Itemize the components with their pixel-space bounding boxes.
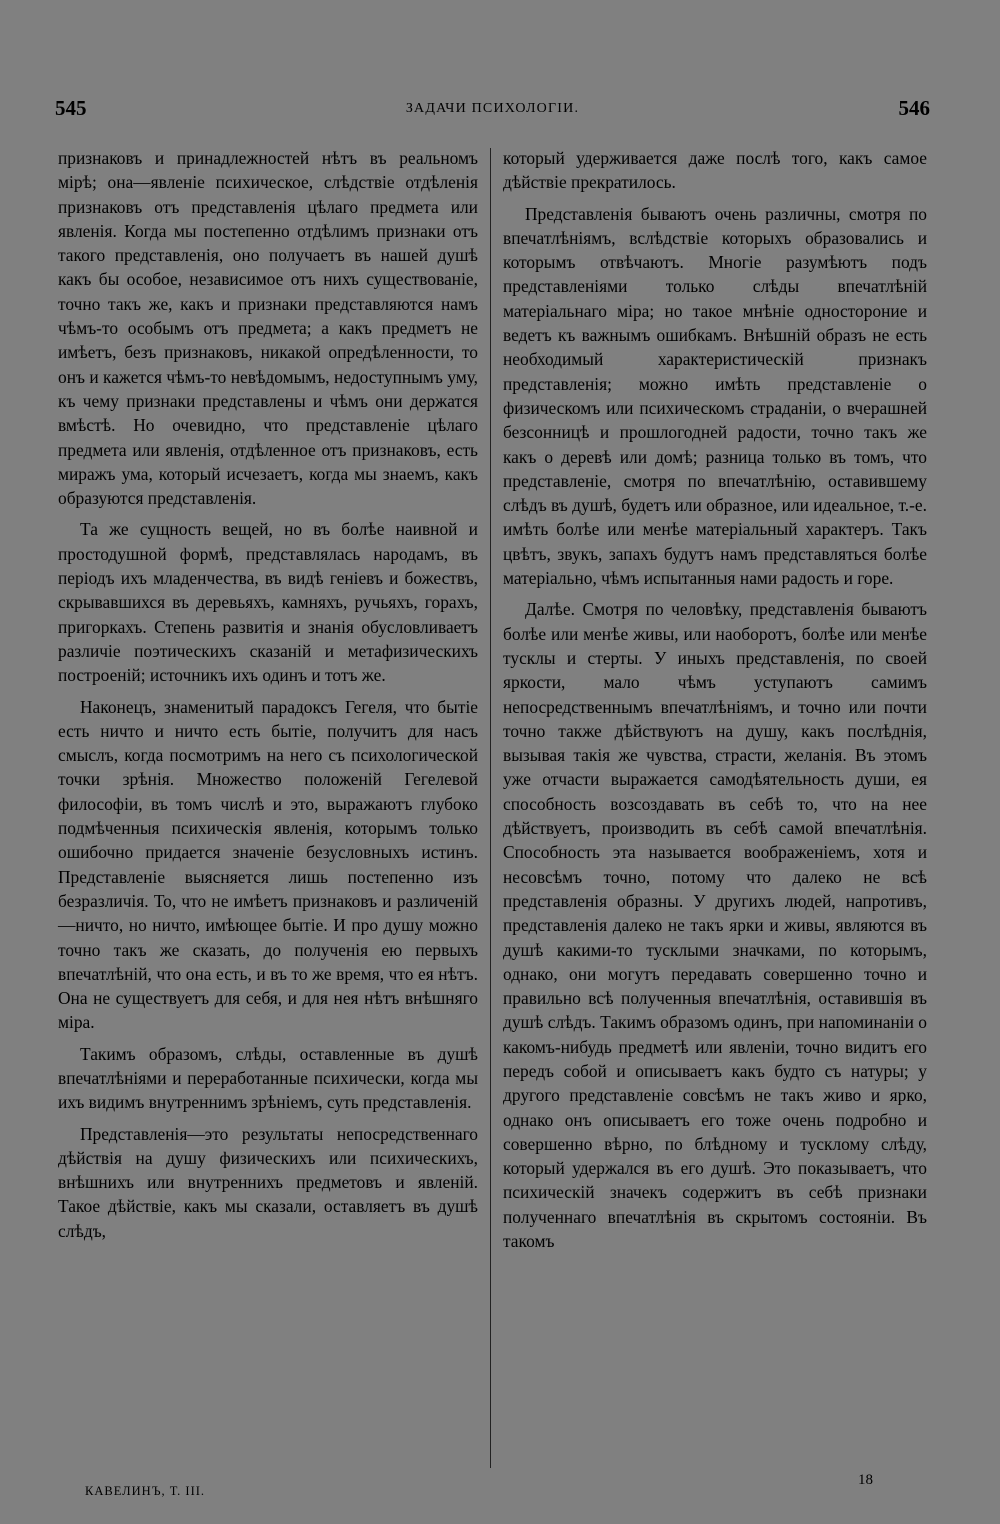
left-column (58, 146, 478, 1250)
signature-mark: КАВЕЛИНЪ, Т. III. (85, 1484, 206, 1498)
column-divider (490, 148, 491, 1468)
page-number-right: 546 (898, 96, 930, 120)
paragraph: Наконецъ, знаменитый парадоксъ Гегеля, что бытіе есть ничто и ничто есть бытіе, получитъ для насъ смыслъ, когда посмотримъ на него съ психологической точки зрѣнія. Множество положеній Гегелевой философіи, въ томъ числѣ и это, выражаютъ глубоко подмѣченныя психическія явленія, которымъ только ошибочно придается значеніе безусловныхъ истинъ. Представленіе выясняется лишь постепенно изъ безразличія. То, что не имѣетъ признаковъ и различеній—ничто, но ничто, имѣющее бытіе. И про душу можно точно такъ же сказать, до полученія ею первыхъ впечатлѣній, что она есть, и въ то же время, что ея нѣтъ. Она не существуетъ для себя, и для нея нѣтъ внѣшняго міра. (58, 696, 478, 1033)
paragraph: Представленія—это результаты непосредственнаго дѣйствія на душу физическихъ или психическихъ, внѣшнихъ или внутреннихъ предметовъ и явленій. Такое дѣйствіе, какъ мы сказали, оставляетъ въ душѣ слѣдъ, (58, 1123, 478, 1241)
paragraph: который удерживается даже послѣ того, какъ самое дѣйствіе прекратилось. (503, 148, 927, 193)
paragraph: Представленія бываютъ очень различны, смотря по впечатлѣніямъ, вслѣдствіе которыхъ образовались и которымъ отвѣчаютъ. Многіе разумѣютъ подъ представленіями только слѣды впечатлѣній матеріальнаго міра; но такое мнѣніе одностороние и ведетъ къ важнымъ ошибкамъ. Внѣшній образъ не есть необходимый характеристическій признакъ представленія; можно имѣть представленіе о физическомъ или психическомъ страданіи, о вчерашней безсонницѣ и прошлогодней радости, точно такъ же какъ о деревѣ или домѣ; разница только въ томъ, что представленіе, смотря по впечатлѣнію, оставившему слѣдъ въ душѣ, будетъ или образное, или идеальное, т.-е. имѣть болѣе или менѣе матеріальный характеръ. Такъ цвѣтъ, звукъ, запахъ будутъ намъ представляться болѣе матеріально, чѣмъ испытанныя нами радость и горе. (503, 203, 927, 589)
paragraph: Та же сущность вещей, но въ болѣе наивной и простодушной формѣ, представлялась народамъ, въ періодъ ихъ младенчества, въ видѣ геніевъ и божествъ, скрывавшихся въ деревьяхъ, камняхъ, ручьяхъ, горахъ, пригоркахъ. Степень развитія и знанія обусловливаетъ различіе поэтическихъ сказаній и метафизическихъ построеній; источникъ ихъ одинъ и тотъ же. (58, 519, 478, 686)
page-footer (0, 1470, 1000, 1500)
paragraph: Такимъ образомъ, слѣды, оставленные въ душѣ впечатлѣніями и переработанные психически, когда мы ихъ видимъ внутреннимъ зрѣніемъ, суть представленія. (58, 1043, 478, 1113)
running-header (55, 96, 930, 126)
running-title: ЗАДАЧИ ПСИХОЛОГIИ. (405, 101, 580, 116)
right-column (503, 146, 927, 1260)
sheet-number: 18 (858, 1472, 873, 1488)
paragraph: признаковъ и принадлежностей нѣтъ въ реальномъ мірѣ; она—явленіе психическое, слѣдствіе отдѣленія признаковъ отъ представленія цѣлаго предмета или явленія. Когда мы постепенно отдѣлимъ признаки отъ такого представленія, оно получаетъ въ нашей душѣ какъ бы особое, независимое отъ нихъ существованіе, точно такъ же, какъ и признаки представляются намъ чѣмъ-то особымъ отъ предмета; а какъ предметъ не имѣетъ, безъ признаковъ, никакой опредѣленности, то онъ и кажется чѣмъ-то невѣдомымъ, недоступнымъ уму, къ чему признаки представлены и чѣмъ они держатся вмѣстѣ. Но очевидно, что представленіе цѣлаго предмета или явленія, отдѣленное отъ признаковъ, есть миражъ ума, который исчезаетъ, когда мы знаемъ, какъ образуются представленія. (58, 148, 478, 509)
page-number-left: 545 (55, 96, 87, 120)
paragraph: Далѣе. Смотря по человѣку, представленія бываютъ болѣе или менѣе живы, или наоборотъ, болѣе или менѣе тусклы и стерты. У иныхъ представленія, по своей яркости, мало чѣмъ уступаютъ самимъ непосредственнымъ впечатлѣніямъ, и точно или почти точно также дѣйствуютъ на душу, какъ послѣднія, вызывая такія же чувства, страсти, желанія. Въ этомъ уже отчасти выражается самодѣятельность души, ея способность возсоздавать въ себѣ то, что на нее дѣйствуетъ, производить въ себѣ самой впечатлѣнія. Способность эта называется воображеніемъ, хотя и несовсѣмъ точно, потому что далеко не всѣ представленія образны. У другихъ людей, напротивъ, представленія далеко не такъ ярки и живы, являются въ душѣ какими-то тусклыми значками, по которымъ, однако, они могутъ передавать совершенно точно и правильно всѣ полученныя впечатлѣнія, оставившія въ душѣ слѣдъ. Такимъ образомъ одинъ, при напоминаніи о какомъ-нибудь предметѣ или явленіи, точно видитъ его передъ собой и описываетъ какъ будто съ натуры; у другого представленіе совсѣмъ не такъ живо и ярко, однако онъ описываетъ его тоже очень подробно и совершенно вѣрно, по блѣдному и тусклому слѣду, который удержался въ его душѣ. Это показываетъ, что психическій значекъ содержитъ въ себѣ признаки полученнаго впечатлѣнія въ скрытомъ состояніи. Въ такомъ (503, 599, 927, 1252)
